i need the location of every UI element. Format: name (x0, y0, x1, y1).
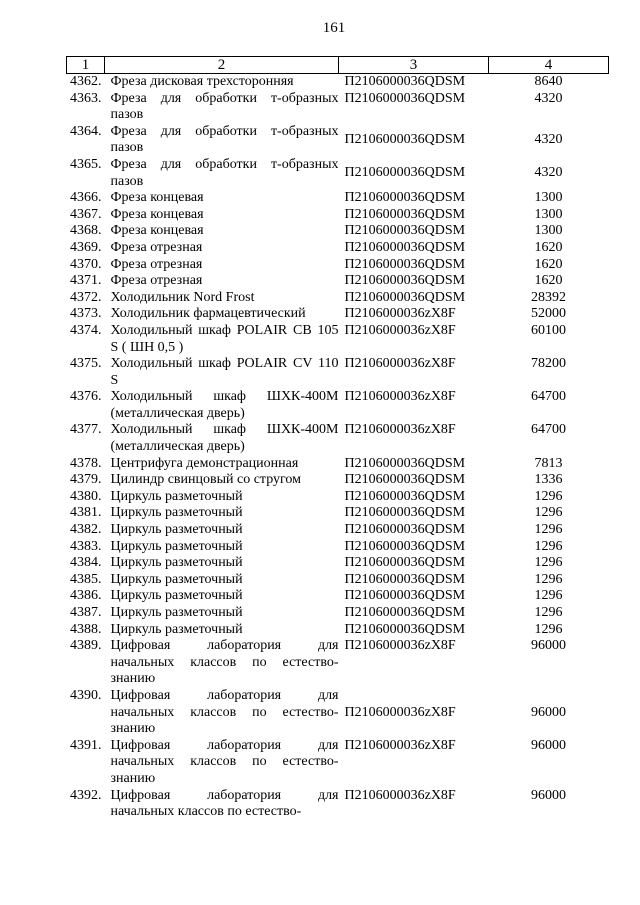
item-name: Цифровая лаборатория для начальных классов по естество- (110, 787, 339, 820)
item-price: 1296 (534, 505, 563, 521)
item-name: Фреза отрезная (110, 273, 203, 289)
item-name: Циркуль разметочный (110, 555, 243, 571)
item-code: П2106000036zX8F (344, 356, 456, 372)
price-table-container (66, 56, 609, 821)
price-table (66, 56, 609, 821)
column-header-number: 1 (67, 57, 105, 74)
row-number: 4374. (70, 322, 102, 338)
table-row (67, 788, 609, 821)
item-code: П2106000036zX8F (344, 787, 456, 803)
table-row (67, 472, 609, 489)
item-code: П2106000036QDSM (344, 488, 466, 504)
table-body (67, 74, 609, 821)
item-name: Фреза концевая (110, 190, 204, 206)
item-price: 1296 (534, 588, 563, 604)
table-row (67, 422, 609, 455)
item-price: 1620 (534, 273, 563, 289)
item-name: Холодильник Nord Frost (110, 289, 255, 305)
item-name: Фреза для обработки т-образных пазов (110, 90, 339, 123)
table-row (67, 688, 609, 738)
table-row (67, 190, 609, 207)
item-code: П2106000036zX8F (344, 638, 456, 654)
item-name: Циркуль разметочный (110, 505, 243, 521)
row-number: 4370. (70, 256, 102, 272)
item-price: 1296 (534, 571, 563, 587)
item-price: 8640 (534, 74, 563, 89)
table-row (67, 572, 609, 589)
item-name: Циркуль разметочный (110, 522, 243, 538)
item-price: 1296 (534, 538, 563, 554)
item-name: Цилиндр свинцовый со стругом (110, 472, 302, 488)
item-name: Холодильный шкаф POLAIR CV 110 S (110, 356, 339, 388)
item-code: П2106000036QDSM (344, 90, 466, 106)
item-price: 28392 (531, 289, 566, 305)
item-price: 1296 (534, 605, 563, 620)
item-code: П2106000036QDSM (344, 289, 466, 305)
item-price: 7813 (534, 455, 563, 471)
item-name: Циркуль разметочный (110, 538, 243, 554)
item-name: Циркуль разметочный (110, 621, 243, 637)
table-row (67, 389, 609, 422)
item-code: П2106000036QDSM (344, 256, 466, 272)
item-name: Фреза для обработки т-образных пазов (110, 156, 339, 189)
row-number: 4379. (70, 472, 102, 488)
item-price: 96000 (531, 638, 566, 654)
row-number: 4372. (70, 289, 102, 305)
table-row (67, 74, 609, 91)
row-number: 4369. (70, 239, 102, 255)
item-code: П2106000036QDSM (344, 621, 466, 637)
row-number: 4386. (70, 588, 102, 604)
item-code: П2106000036QDSM (344, 206, 466, 222)
item-name: Фреза для обработки т-образных пазов (110, 123, 339, 156)
table-row (67, 257, 609, 274)
table-row (67, 124, 609, 157)
item-price: 1620 (534, 239, 563, 255)
table-row (67, 638, 609, 688)
item-price: 1620 (534, 256, 563, 272)
row-number: 4371. (70, 273, 102, 289)
item-code: П2106000036QDSM (344, 571, 466, 587)
table-row (67, 588, 609, 605)
item-name: Циркуль разметочный (110, 588, 243, 604)
row-number: 4368. (70, 223, 102, 239)
item-price: 1300 (534, 190, 563, 206)
item-code: П2106000036zX8F (344, 322, 456, 338)
table-header (67, 57, 609, 74)
item-price: 1336 (534, 472, 563, 488)
row-number: 4382. (70, 522, 102, 538)
row-number: 4365. (70, 156, 102, 172)
item-price: 64700 (531, 389, 566, 405)
table-row (67, 522, 609, 539)
item-code: П2106000036zX8F (344, 306, 456, 322)
item-code: П2106000036QDSM (344, 223, 466, 239)
item-price: 4320 (534, 165, 563, 181)
row-number: 4362. (70, 74, 102, 89)
item-name: Холодильный шкаф ШХК-400М (металлическая дверь) (110, 422, 339, 455)
column-header-name: 2 (105, 57, 339, 74)
row-number: 4392. (70, 787, 102, 803)
item-price: 1300 (534, 206, 563, 222)
item-name: Фреза дисковая трехсторонняя (110, 74, 294, 89)
row-number: 4373. (70, 306, 102, 322)
header-row (67, 57, 609, 74)
row-number: 4375. (70, 356, 102, 372)
item-name: Фреза отрезная (110, 239, 203, 255)
table-row (67, 555, 609, 572)
table-row (67, 91, 609, 124)
row-number: 4380. (70, 488, 102, 504)
table-row (67, 306, 609, 323)
table-row (67, 738, 609, 788)
row-number: 4385. (70, 571, 102, 587)
item-code: П2106000036QDSM (344, 472, 466, 488)
item-name: Фреза концевая (110, 206, 204, 222)
item-name: Холодильный шкаф ШХК-400М (металлическая дверь) (110, 389, 339, 421)
item-name: Фреза отрезная (110, 256, 203, 272)
item-price: 1296 (534, 522, 563, 538)
page-number: 161 (322, 20, 346, 36)
item-code: П2106000036zX8F (344, 737, 456, 753)
item-code: П2106000036zX8F (344, 704, 456, 720)
item-price: 60100 (531, 322, 566, 338)
item-code: П2106000036QDSM (344, 505, 466, 521)
item-price: 78200 (531, 356, 566, 372)
table-row (67, 622, 609, 639)
row-number: 4384. (70, 555, 102, 571)
table-row (67, 505, 609, 522)
item-code: П2106000036QDSM (344, 74, 466, 89)
row-number: 4391. (70, 737, 102, 753)
item-price: 96000 (531, 787, 566, 803)
item-code: П2106000036QDSM (344, 522, 466, 538)
row-number: 4390. (70, 687, 102, 703)
item-code: П2106000036QDSM (344, 605, 466, 620)
row-number: 4387. (70, 605, 102, 620)
item-price: 1296 (534, 555, 563, 571)
item-price: 52000 (531, 306, 566, 322)
item-code: П2106000036QDSM (344, 588, 466, 604)
item-code: П2106000036QDSM (344, 132, 466, 148)
item-price: 4320 (534, 132, 563, 148)
item-price: 1296 (534, 621, 563, 637)
item-code: П2106000036QDSM (344, 239, 466, 255)
column-header-price: 4 (489, 57, 609, 74)
row-number: 4363. (70, 90, 102, 106)
table-row (67, 223, 609, 240)
item-name: Циркуль разметочный (110, 605, 243, 620)
item-name: Циркуль разметочный (110, 571, 243, 587)
table-row (67, 605, 609, 622)
item-name: Цифровая лаборатория для начальных классов по естество-знанию (110, 737, 339, 786)
item-name: Циркуль разметочный (110, 488, 243, 504)
row-number: 4367. (70, 206, 102, 222)
row-number: 4377. (70, 422, 102, 438)
item-name: Холодильник фармацевтический (110, 306, 306, 322)
item-price: 1300 (534, 223, 563, 239)
table-row (67, 323, 609, 356)
item-name: Цифровая лаборатория для начальных классов по естество-знанию (110, 687, 339, 737)
table-row (67, 290, 609, 307)
table-row (67, 273, 609, 290)
item-price: 4320 (534, 90, 563, 106)
item-code: П2106000036zX8F (344, 389, 456, 405)
table-row (67, 456, 609, 473)
item-code: П2106000036QDSM (344, 455, 466, 471)
row-number: 4376. (70, 389, 102, 405)
row-number: 4381. (70, 505, 102, 521)
row-number: 4366. (70, 190, 102, 206)
row-number: 4378. (70, 455, 102, 471)
item-code: П2106000036zX8F (344, 422, 456, 438)
table-row (67, 489, 609, 506)
item-price: 96000 (531, 704, 566, 720)
item-price: 96000 (531, 737, 566, 753)
row-number: 4388. (70, 621, 102, 637)
item-name: Холодильный шкаф POLAIR CB 105 S ( ШН 0,5 ) (110, 322, 339, 355)
table-row (67, 539, 609, 556)
row-number: 4383. (70, 538, 102, 554)
item-name: Центрифуга демонстрационная (110, 455, 299, 471)
item-code: П2106000036QDSM (344, 538, 466, 554)
item-code: П2106000036QDSM (344, 165, 466, 181)
item-code: П2106000036QDSM (344, 190, 466, 206)
item-code: П2106000036QDSM (344, 273, 466, 289)
item-name: Фреза концевая (110, 223, 204, 239)
column-header-code: 3 (339, 57, 489, 74)
row-number: 4389. (70, 638, 102, 654)
item-name: Цифровая лаборатория для начальных классов по естество-знанию (110, 638, 339, 687)
item-price: 1296 (534, 488, 563, 504)
table-row (67, 356, 609, 389)
item-price: 64700 (531, 422, 566, 438)
item-code: П2106000036QDSM (344, 555, 466, 571)
table-row (67, 207, 609, 224)
row-number: 4364. (70, 123, 102, 139)
table-row (67, 157, 609, 190)
table-row (67, 240, 609, 257)
